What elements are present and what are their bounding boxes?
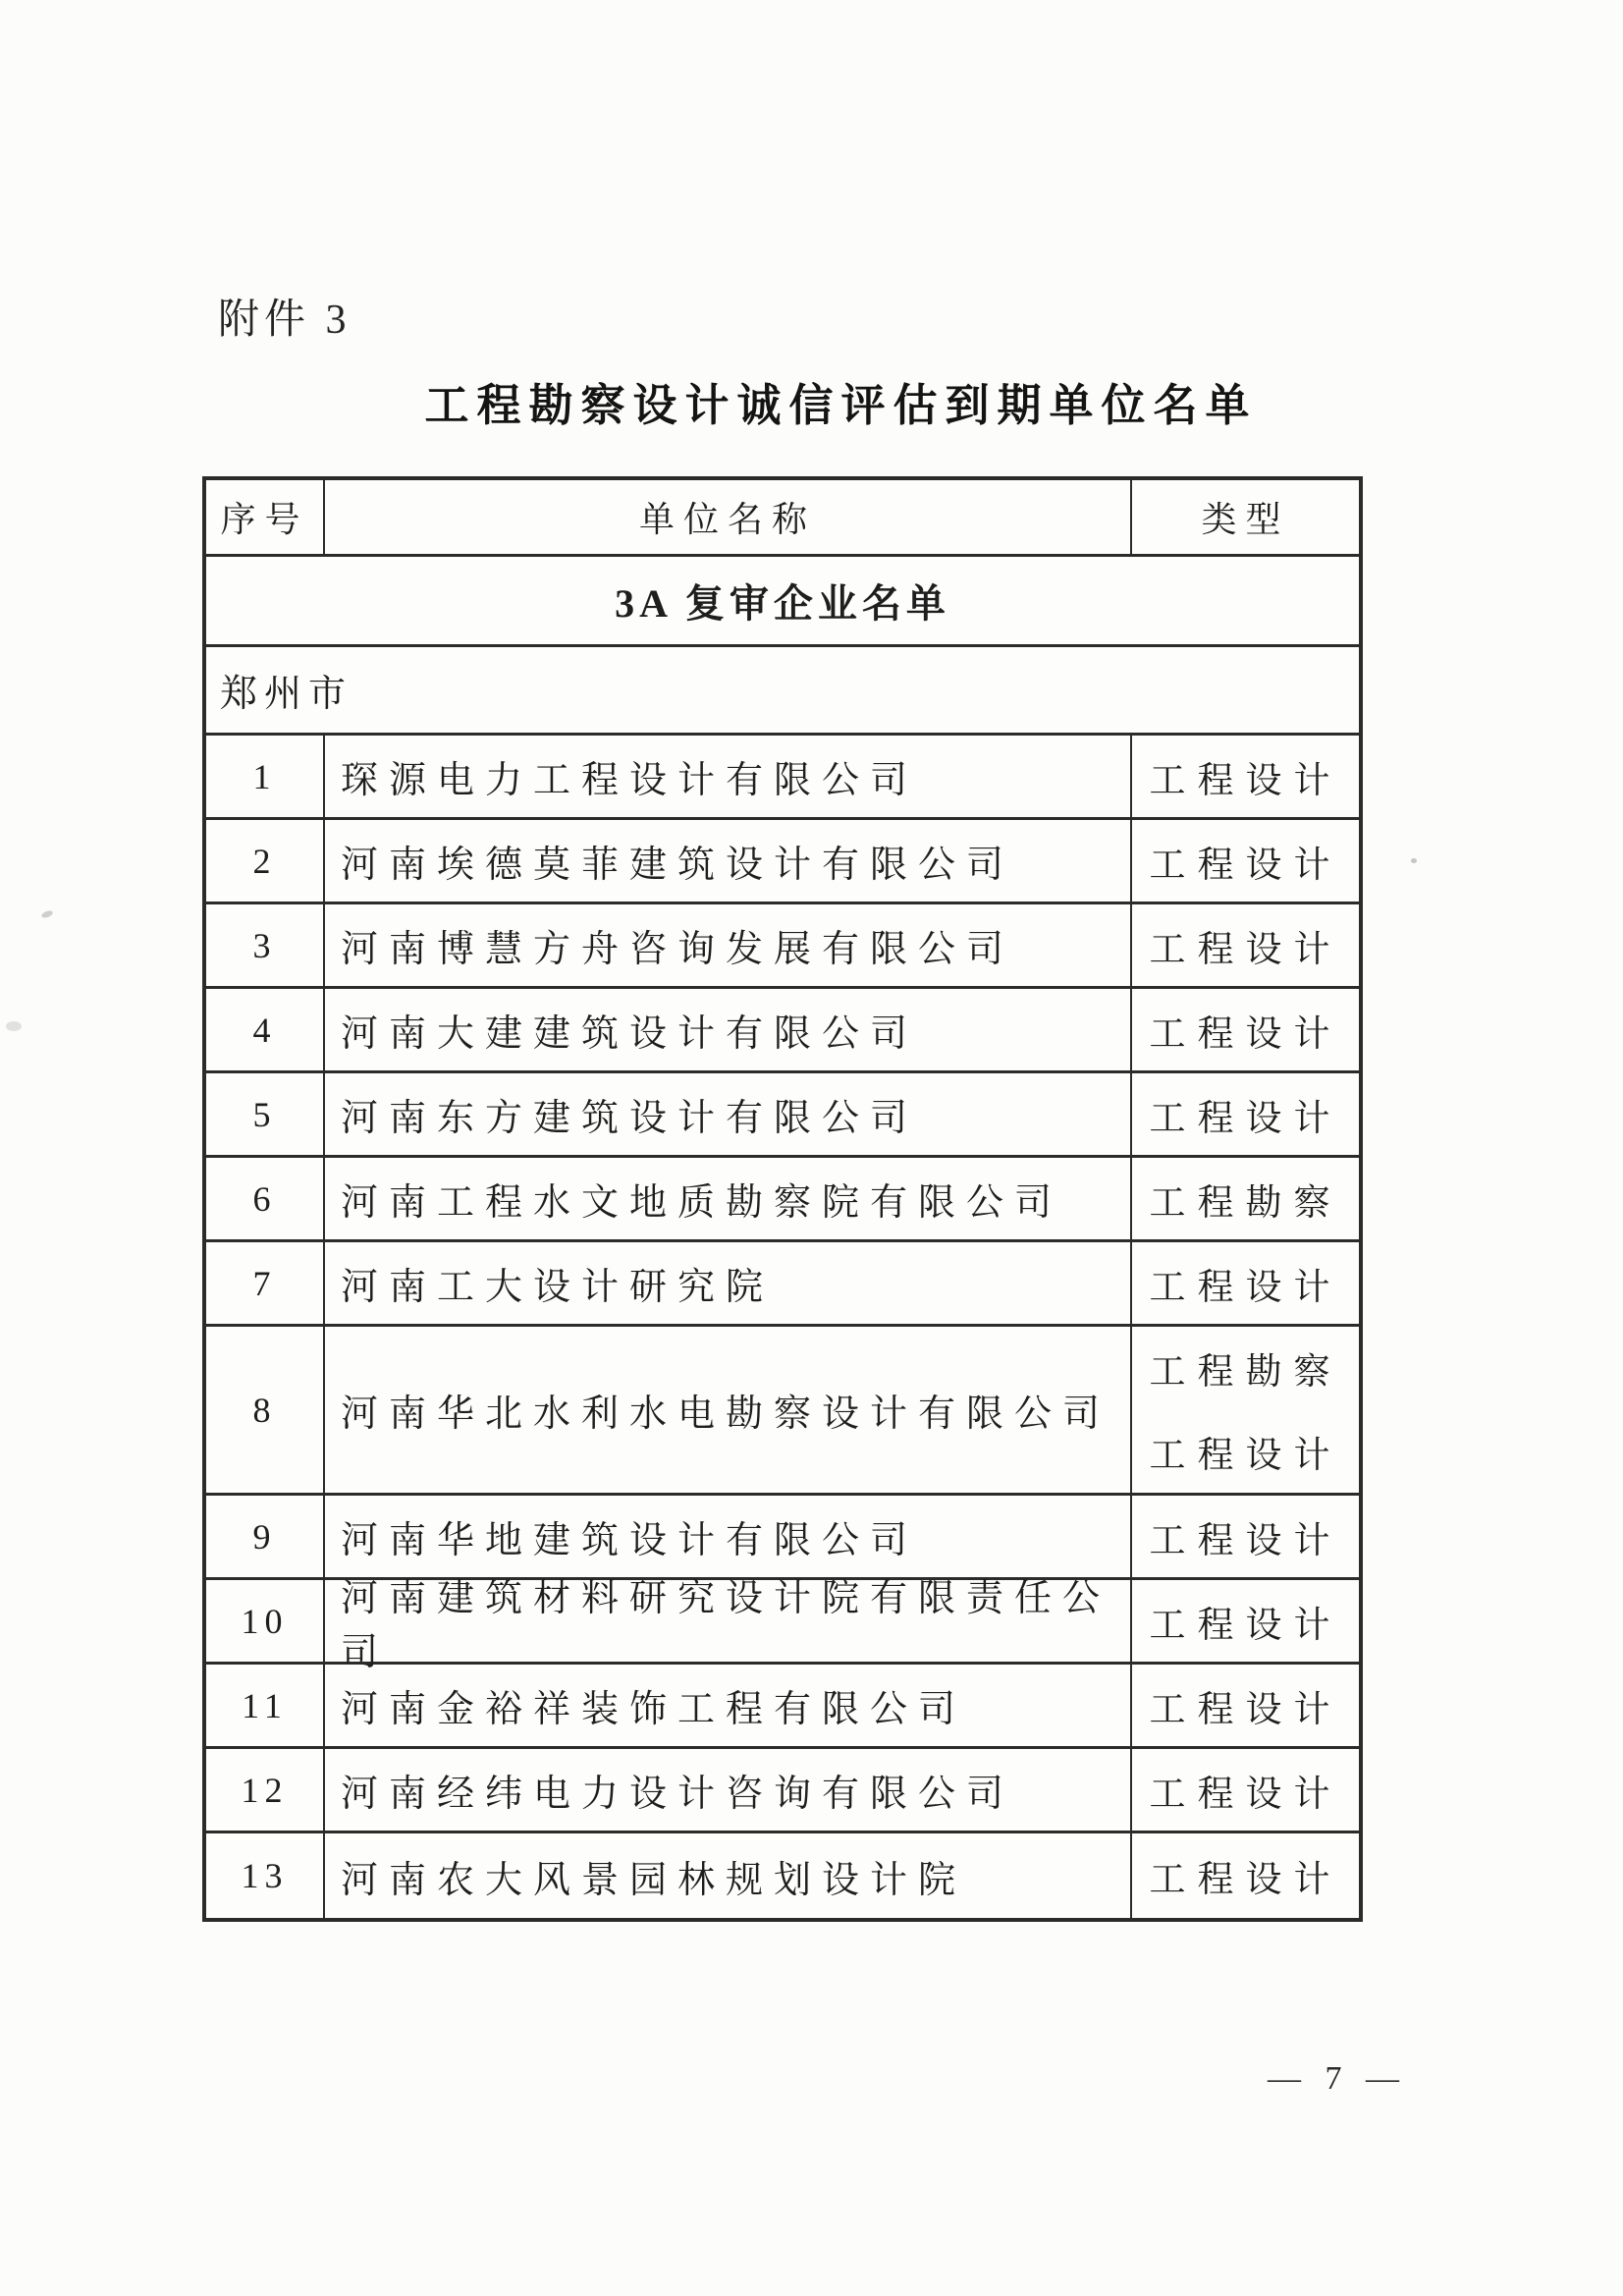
row-index: 9 [206, 1496, 325, 1577]
row-index: 7 [206, 1242, 325, 1324]
company-type [1132, 1158, 1359, 1239]
company-name: 河南建筑材料研究设计院有限责任公司 [325, 1580, 1132, 1662]
company-type-line: 工程设计 [1149, 1267, 1342, 1308]
city-row [206, 647, 1359, 736]
row-index: 4 [206, 989, 325, 1070]
company-type [1132, 1833, 1359, 1918]
company-type [1132, 1327, 1359, 1493]
row-index: 10 [206, 1580, 325, 1662]
table-header-row [206, 480, 1359, 557]
header-type: 类型 [1201, 500, 1290, 539]
company-type [1132, 1749, 1359, 1831]
company-name: 河南华北水利水电勘察设计有限公司 [325, 1327, 1132, 1493]
company-name: 河南大建建筑设计有限公司 [325, 989, 1132, 1070]
company-type-line: 工程设计 [1149, 1774, 1342, 1815]
company-name: 河南经纬电力设计咨询有限公司 [325, 1749, 1132, 1831]
company-type-line: 工程设计 [1149, 1520, 1342, 1561]
scan-artifact [40, 909, 53, 919]
row-index: 13 [206, 1833, 325, 1918]
company-name: 河南东方建筑设计有限公司 [325, 1073, 1132, 1155]
company-type [1132, 1665, 1359, 1746]
row-index: 11 [206, 1665, 325, 1746]
company-type-line: 工程勘察 [1149, 1182, 1342, 1224]
company-type-line: 工程设计 [1149, 845, 1342, 886]
scan-artifact [1411, 858, 1417, 863]
company-name: 河南华地建筑设计有限公司 [325, 1496, 1132, 1577]
table-row [206, 736, 1359, 820]
company-type-line: 工程设计 [1149, 1435, 1342, 1476]
table-row [206, 1577, 1359, 1673]
company-type [1132, 989, 1359, 1070]
table-row [206, 1327, 1359, 1496]
company-type [1132, 736, 1359, 817]
table-row [206, 989, 1359, 1073]
company-type-line: 工程设计 [1149, 1860, 1342, 1900]
table-row [206, 1242, 1359, 1327]
company-name: 河南金裕祥装饰工程有限公司 [325, 1665, 1132, 1746]
table-row [206, 1833, 1359, 1918]
table-row [206, 1073, 1359, 1158]
page-title: 工程勘察设计诚信评估到期单位名单 [424, 381, 1258, 430]
company-type-line: 工程设计 [1149, 760, 1342, 801]
page-number: — 7 — [1268, 2060, 1407, 2097]
scan-artifact [6, 1021, 22, 1031]
company-name: 河南博慧方舟咨询发展有限公司 [325, 904, 1132, 986]
company-type [1132, 1496, 1359, 1577]
company-type-line: 工程设计 [1149, 1013, 1342, 1055]
company-type [1132, 1580, 1359, 1662]
row-index: 3 [206, 904, 325, 986]
company-type-line: 工程设计 [1149, 1689, 1342, 1730]
table-row [206, 904, 1359, 989]
company-type [1132, 1073, 1359, 1155]
attachment-label: 附件 3 [218, 298, 352, 343]
header-name: 单位名称 [325, 480, 1132, 554]
company-name: 河南埃德莫菲建筑设计有限公司 [325, 820, 1132, 902]
company-name: 河南工大设计研究院 [325, 1242, 1132, 1324]
city-label: 郑州市 [220, 674, 353, 715]
company-type-line: 工程设计 [1149, 929, 1342, 970]
table-row [206, 820, 1359, 904]
row-index: 6 [206, 1158, 325, 1239]
row-index: 1 [206, 736, 325, 817]
company-name: 河南农大风景园林规划设计院 [325, 1833, 1132, 1918]
table-row [206, 1665, 1359, 1749]
section-header-row [206, 557, 1359, 647]
section-header: 3A 复审企业名单 [615, 581, 950, 626]
company-type-line: 工程勘察 [1149, 1352, 1342, 1394]
company-type [1132, 820, 1359, 902]
units-table [202, 476, 1363, 1922]
table-row [206, 1749, 1359, 1833]
company-name: 河南工程水文地质勘察院有限公司 [325, 1158, 1132, 1239]
company-type-line: 工程设计 [1149, 1605, 1342, 1646]
table-row [206, 1158, 1359, 1242]
row-index: 2 [206, 820, 325, 902]
company-type [1132, 904, 1359, 986]
company-type [1132, 1242, 1359, 1324]
company-name: 琛源电力工程设计有限公司 [325, 736, 1132, 817]
header-index: 序号 [206, 480, 325, 554]
company-type-line: 工程设计 [1149, 1098, 1342, 1139]
row-index: 12 [206, 1749, 325, 1831]
row-index: 8 [206, 1327, 325, 1493]
row-index: 5 [206, 1073, 325, 1155]
